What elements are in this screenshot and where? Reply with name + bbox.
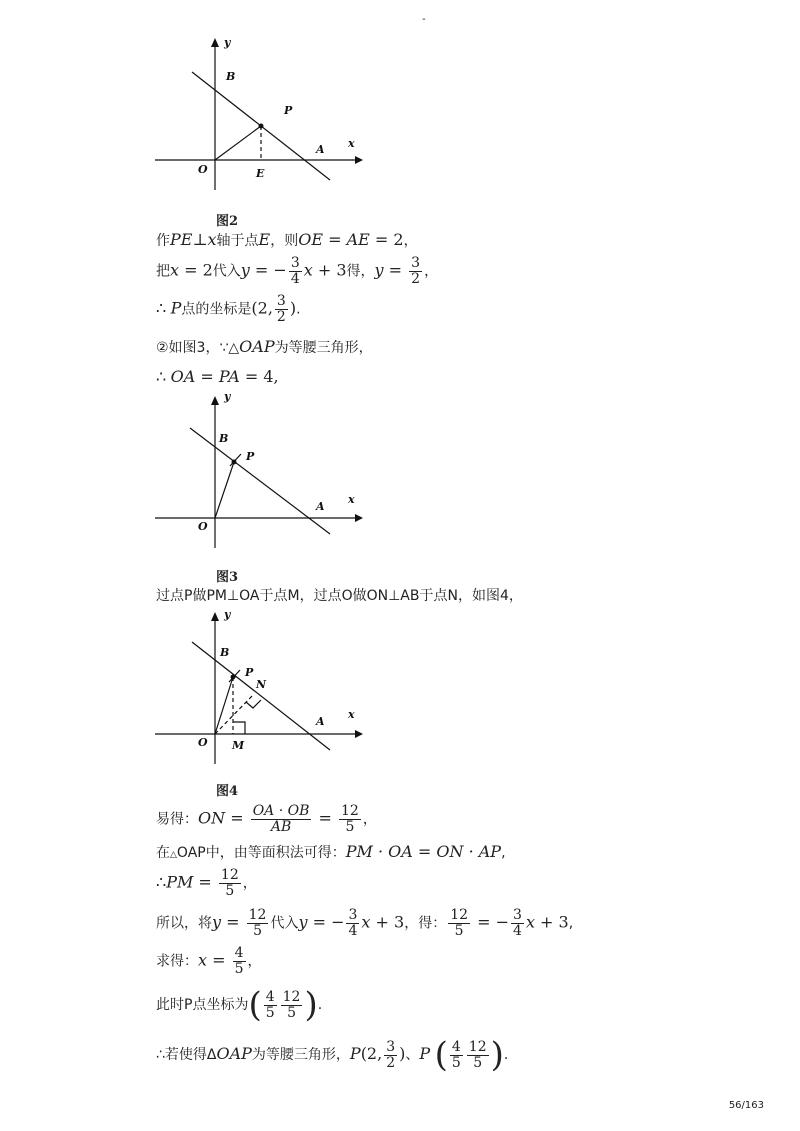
fig3-caption: 图3 <box>216 570 239 585</box>
fig2-label-e: E <box>256 167 265 180</box>
fig4-point-p <box>231 675 236 680</box>
fig4-caption: 图4 <box>216 784 239 799</box>
top-mark: - <box>422 14 426 25</box>
fig3-label-o: O <box>198 520 208 533</box>
fig3-point-p <box>232 460 237 465</box>
fig4-label-p: P <box>245 666 254 679</box>
fig2-x-arrow <box>355 156 363 164</box>
fig4-label-b: B <box>220 646 230 659</box>
page-number: 56/163 <box>728 1100 764 1111</box>
fig4-x-arrow <box>355 730 363 738</box>
fig2-y-arrow <box>211 38 219 47</box>
fig4-label-y: y <box>224 608 231 621</box>
text-line-3: ∴ P点的坐标是(2, $\frac{3}{2}$ ). <box>156 293 301 325</box>
fig2-label-o: O <box>198 163 208 176</box>
fig2-segment-op <box>215 126 261 160</box>
fig4-label-n: N <box>256 678 267 691</box>
fig3-label-b: B <box>219 432 229 445</box>
fig3-label-x: x <box>348 493 355 506</box>
fig3-label-a: A <box>316 500 325 513</box>
fig4-y-arrow <box>211 612 219 621</box>
fig4-label-a: A <box>316 715 325 728</box>
fig3-label-y: y <box>224 390 231 403</box>
text-line-5: ∴ OA = PA = 4, <box>156 367 279 386</box>
fig3-label-p: P <box>246 450 255 463</box>
text-line-6: 过点P做PM⊥OA于点M，过点O做ON⊥AB于点N，如图4， <box>156 588 523 604</box>
fig4-label-m: M <box>232 739 245 752</box>
fig2-point-p <box>259 124 264 129</box>
text-line-10: 所以，将y = $\frac{12}{5}$ 代入y = − $\frac{3}{4}$ x + 3，得： $\frac{12}{5}$ = − $\frac{3}{4}$ x + 3, <box>156 907 574 939</box>
fig4-right-angle-n <box>246 700 261 708</box>
text-line-13: ∴若使得ΔOAP为等腰三角形，P(2, $\frac{3}{2}$ )、P ( $\frac{4}{5}$ $\frac{12}{5}$ ). <box>156 1035 509 1075</box>
fig3-x-arrow <box>355 514 363 522</box>
fig3-y-arrow <box>211 396 219 405</box>
fig2-label-p: P <box>284 104 293 117</box>
figure-3 <box>150 388 370 548</box>
text-line-1: 作PE⊥x轴于点E，则OE = AE = 2， <box>156 230 418 249</box>
text-line-12: 此时P点坐标为( $\frac{4}{5}$ $\frac{12}{5}$ ). <box>156 985 323 1025</box>
text-line-7: 易得：ON = $\frac{OA \cdot OB}{AB}$ = $\frac{12}{5}$ ， <box>156 803 377 835</box>
text-line-4: ②如图3，∵△OAP为等腰三角形， <box>156 337 373 356</box>
figure-2 <box>150 30 370 190</box>
fig4-segment-op <box>215 677 233 734</box>
fig2-label-b: B <box>226 70 236 83</box>
fig3-segment-op <box>215 462 234 518</box>
fig2-caption: 图2 <box>216 214 239 229</box>
fig4-right-angle-m <box>233 722 245 734</box>
fig2-label-x: x <box>348 137 355 150</box>
text-line-8: 在△OAP中，由等面积法可得：PM · OA = ON · AP, <box>156 842 506 861</box>
fig2-label-y: y <box>224 36 231 49</box>
fig4-label-x: x <box>348 708 355 721</box>
text-line-9: ∴PM = $\frac{12}{5}$ ， <box>156 867 257 899</box>
figure-4 <box>150 604 370 764</box>
fig4-label-o: O <box>198 736 208 749</box>
text-line-11: 求得：x = $\frac{4}{5}$ ， <box>156 945 262 977</box>
text-line-2: 把x = 2代入y = − $\frac{3}{4}$ x + 3得，y = $\frac{3}{2}$ ， <box>156 255 439 287</box>
fig2-label-a: A <box>316 143 325 156</box>
